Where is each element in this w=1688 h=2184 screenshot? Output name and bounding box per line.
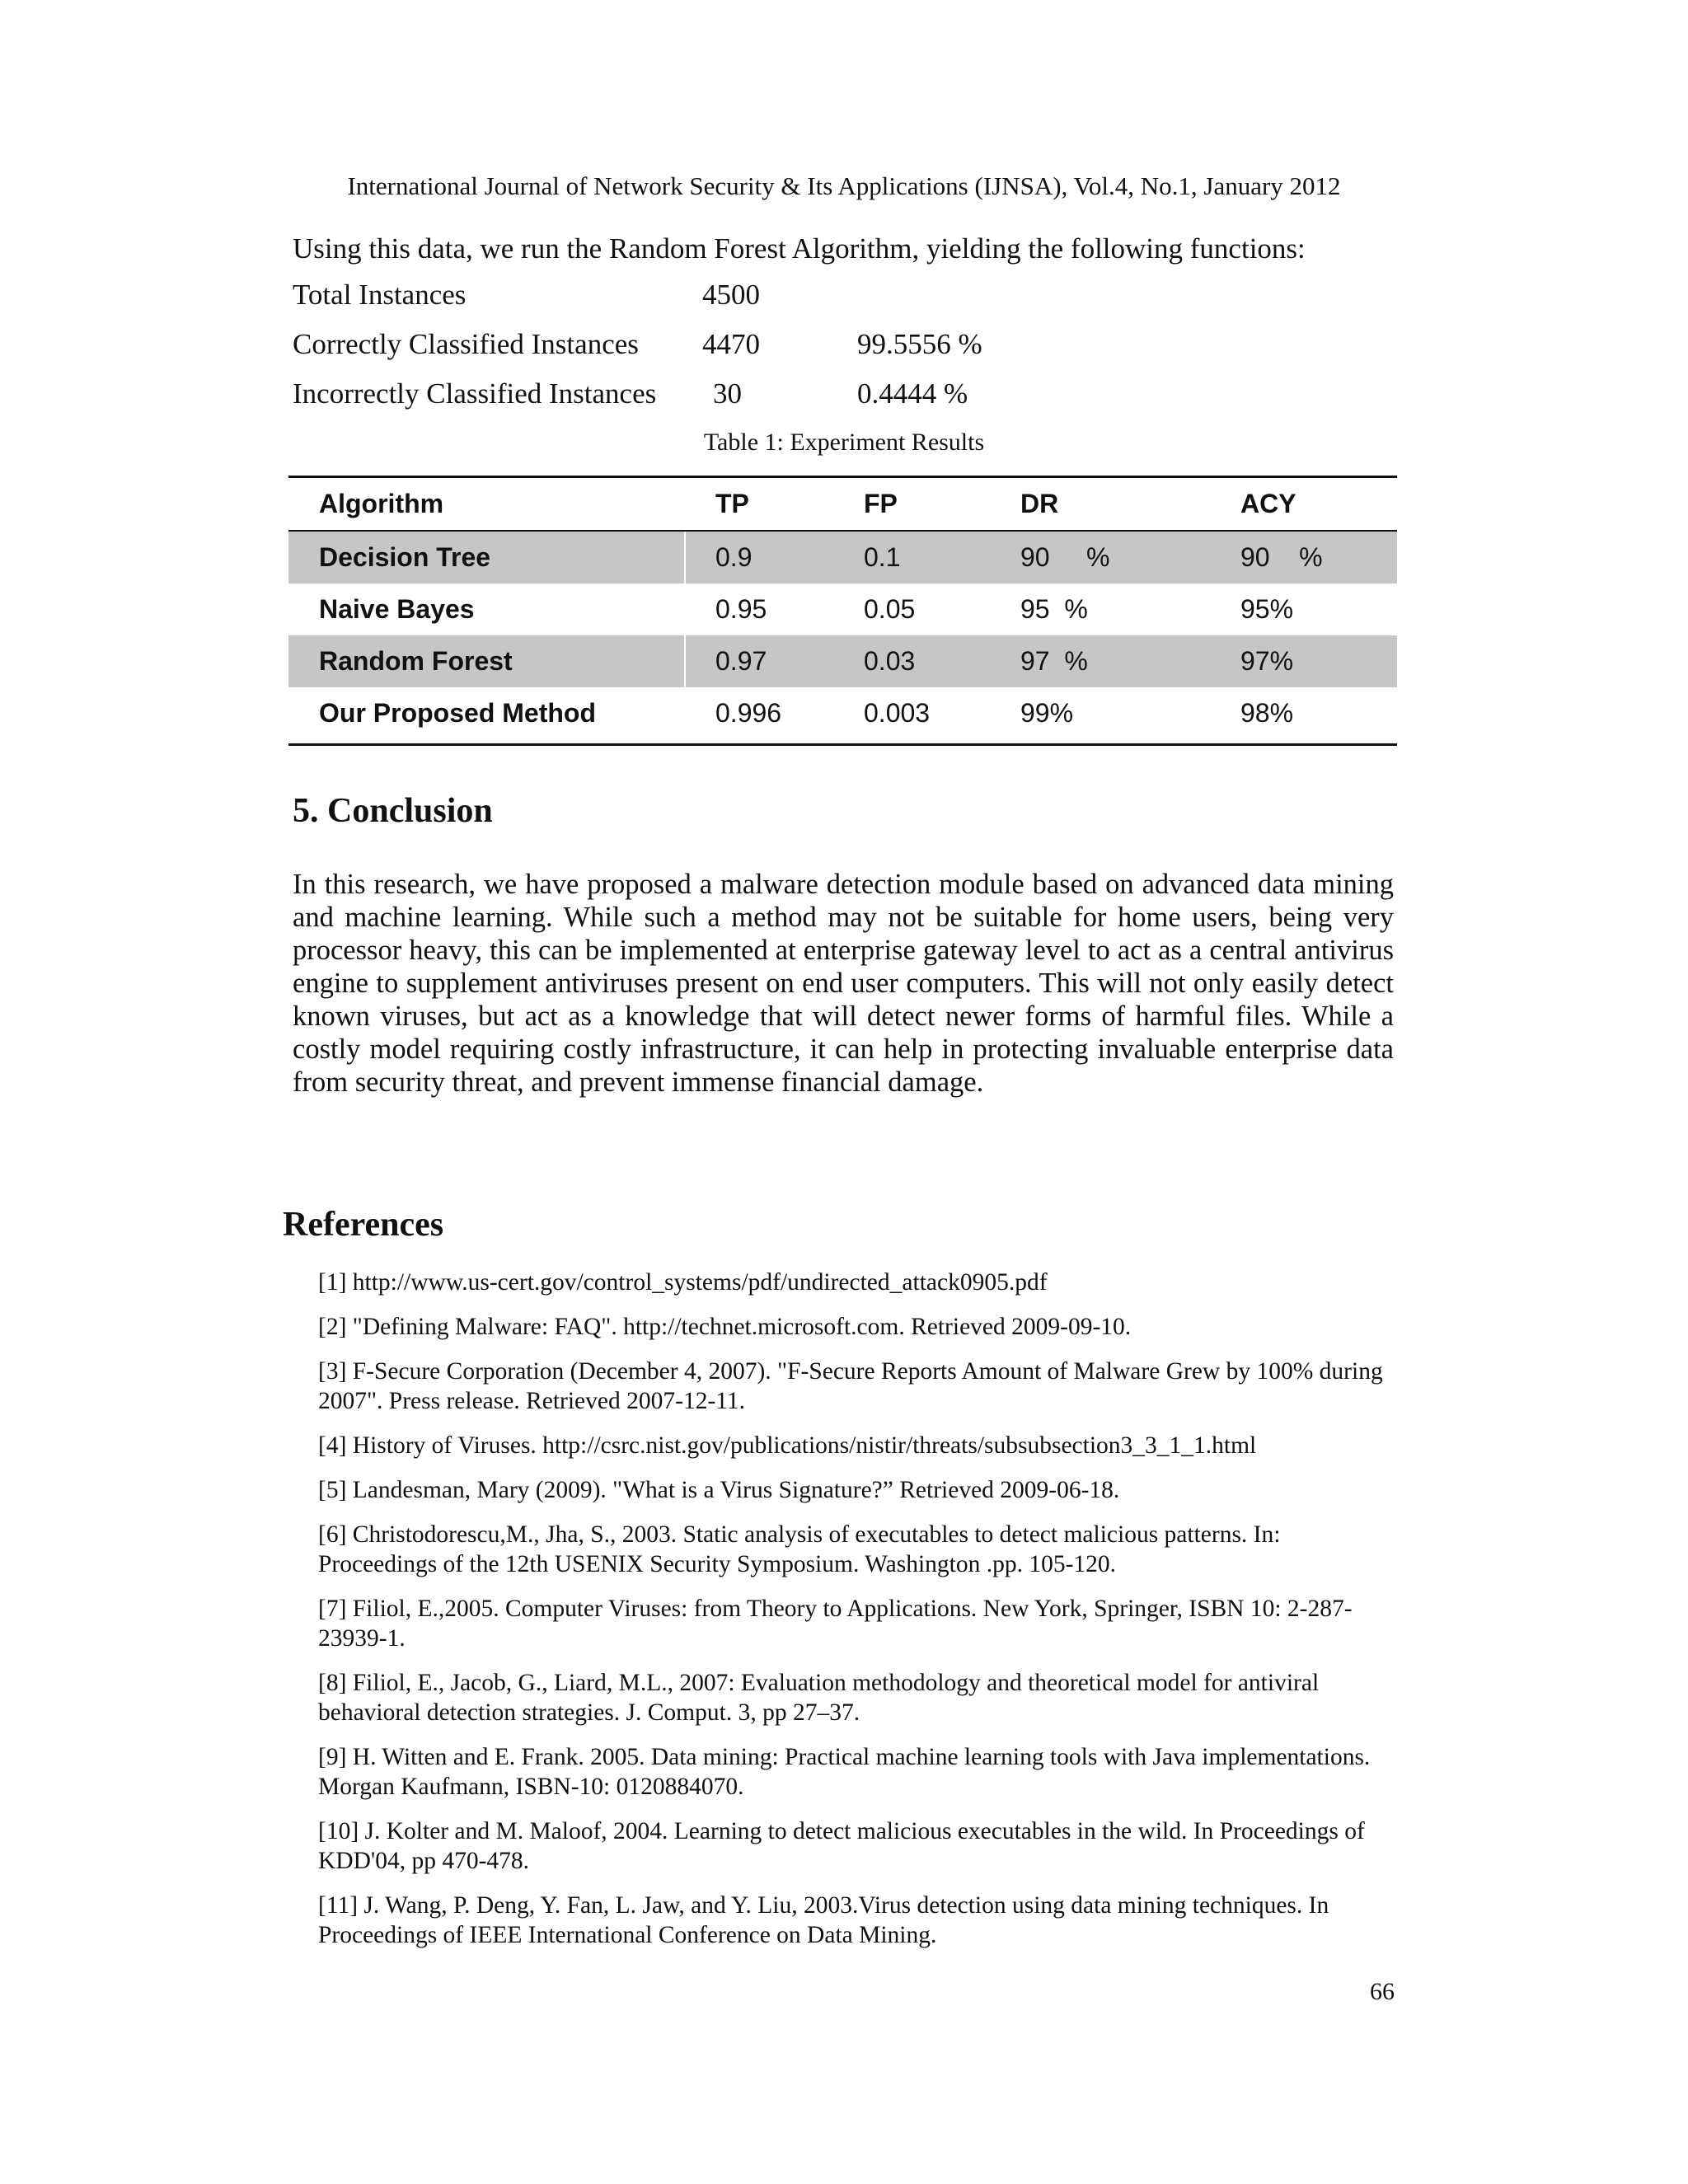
cell-separator — [684, 532, 686, 583]
reference-item: [5] Landesman, Mary (2009). "What is a Virus Signature?” Retrieved 2009-06-18. — [318, 1477, 1120, 1503]
cell-algorithm: Our Proposed Method — [319, 698, 596, 728]
table-header-row — [288, 478, 1397, 530]
cell-tp: 0.996 — [715, 698, 782, 728]
stat-percent: 0.4444 % — [857, 377, 968, 410]
stat-label: Total Instances — [293, 279, 467, 311]
reference-item: [10] J. Kolter and M. Maloof, 2004. Learning to detect malicious executables in the wild. In Proceedings of KDD'04, pp 470-478. — [318, 1818, 1365, 1874]
cell-tp: 0.9 — [715, 542, 753, 572]
cell-algorithm: Random Forest — [319, 646, 513, 676]
reference-item: [3] F-Secure Corporation (December 4, 2007). "F-Secure Reports Amount of Malware Grew by 100% during 2007". Press release. Retrieved 2007-12-11. — [318, 1358, 1383, 1414]
reference-item: [11] J. Wang, P. Deng, Y. Fan, L. Jaw, and Y. Liu, 2003.Virus detection using data mining techniques. In Proceedings of IEEE International Conference on Data Mining. — [318, 1892, 1329, 1948]
journal-header: International Journal of Network Security & Its Applications (IJNSA), Vol.4, No.1, January 2012 — [347, 171, 1341, 200]
cell-acy: 95% — [1240, 594, 1294, 624]
cell-fp: 0.003 — [864, 698, 931, 728]
header-acy: ACY — [1240, 489, 1296, 518]
stat-row-total — [293, 279, 1034, 320]
cell-fp: 0.1 — [864, 542, 901, 572]
conclusion-paragraph: In this research, we have proposed a malware detection module based on advanced data mining and machine learning. While such a method may not be suitable for home users, being very processor heavy, this can be implemented at enterprise gateway level to act as a central antivirus engine to supplement antiviruses present on end user computers. This will not only easily detect known viruses, but act as a knowledge that will detect newer forms of harmful files. While a costly model requiring costly infrastructure, it can help in protecting invaluable enterprise data from security threat, and prevent immense financial damage. — [293, 869, 1394, 1098]
stat-count: 4500 — [702, 279, 760, 311]
reference-item: [1] http://www.us-cert.gov/control_systems/pdf/undirected_attack0905.pdf — [318, 1269, 1048, 1296]
reference-item: [2] "Defining Malware: FAQ". http://technet.microsoft.com. Retrieved 2009-09-10. — [318, 1314, 1132, 1340]
cell-separator — [684, 635, 686, 687]
cell-algorithm: Naive Bayes — [319, 594, 475, 624]
cell-tp: 0.95 — [715, 594, 767, 624]
cell-tp: 0.97 — [715, 646, 767, 676]
header-algorithm: Algorithm — [319, 489, 444, 518]
table-row — [288, 687, 1397, 739]
reference-item: [9] H. Witten and E. Frank. 2005. Data mining: Practical machine learning tools with Java implementations. Morgan Kaufmann, ISBN-10: 0120884070. — [318, 1744, 1371, 1800]
references-heading: References — [283, 1206, 444, 1244]
stat-label: Incorrectly Classified Instances — [293, 377, 657, 410]
table-caption: Table 1: Experiment Results — [703, 429, 985, 456]
cell-dr: 99% — [1020, 698, 1074, 728]
table-row — [288, 583, 1397, 635]
stat-row-incorrect — [293, 377, 1034, 419]
reference-item: [7] Filiol, E.,2005. Computer Viruses: from Theory to Applications. New York, Springer, ISBN 10: 2-287-23939-1. — [318, 1596, 1353, 1652]
cell-acy: 97% — [1240, 646, 1294, 676]
header-dr: DR — [1020, 489, 1059, 518]
header-tp: TP — [715, 489, 749, 518]
cell-dr: 95 % — [1020, 594, 1088, 624]
table-row — [288, 635, 1397, 687]
table-bottom-rule — [288, 743, 1397, 746]
reference-item: [6] Christodorescu,M., Jha, S., 2003. Static analysis of executables to detect malicious patterns. In: Proceedings of the 12th USENIX Security Symposium. Washington .pp. 105-120. — [318, 1521, 1281, 1577]
intro-text: Using this data, we run the Random Forest Algorithm, yielding the following functions: — [293, 232, 1306, 265]
stat-label: Correctly Classified Instances — [293, 328, 639, 360]
stat-row-correct — [293, 328, 1034, 369]
cell-algorithm: Decision Tree — [319, 542, 491, 572]
cell-acy: 98% — [1240, 698, 1294, 728]
cell-acy: 90 % — [1240, 542, 1323, 572]
header-fp: FP — [864, 489, 898, 518]
stat-count: 4470 — [702, 328, 760, 360]
cell-fp: 0.03 — [864, 646, 916, 676]
reference-item: [4] History of Viruses. http://csrc.nist.gov/publications/nistir/threats/subsubsection3_3_1_1.html — [318, 1432, 1257, 1459]
cell-fp: 0.05 — [864, 594, 916, 624]
cell-dr: 97 % — [1020, 646, 1088, 676]
reference-item: [8] Filiol, E., Jacob, G., Liard, M.L., 2007: Evaluation methodology and theoretical model for antiviral behavioral detection strategies. J. Comput. 3, pp 27–37. — [318, 1670, 1320, 1726]
page-number: 66 — [1370, 1978, 1395, 2005]
table-row — [288, 532, 1397, 583]
reference-list — [318, 1268, 1398, 1965]
stat-percent: 99.5556 % — [857, 328, 982, 360]
cell-dr: 90 % — [1020, 542, 1110, 572]
stat-count: 30 — [713, 377, 742, 410]
conclusion-heading: 5. Conclusion — [293, 792, 493, 830]
